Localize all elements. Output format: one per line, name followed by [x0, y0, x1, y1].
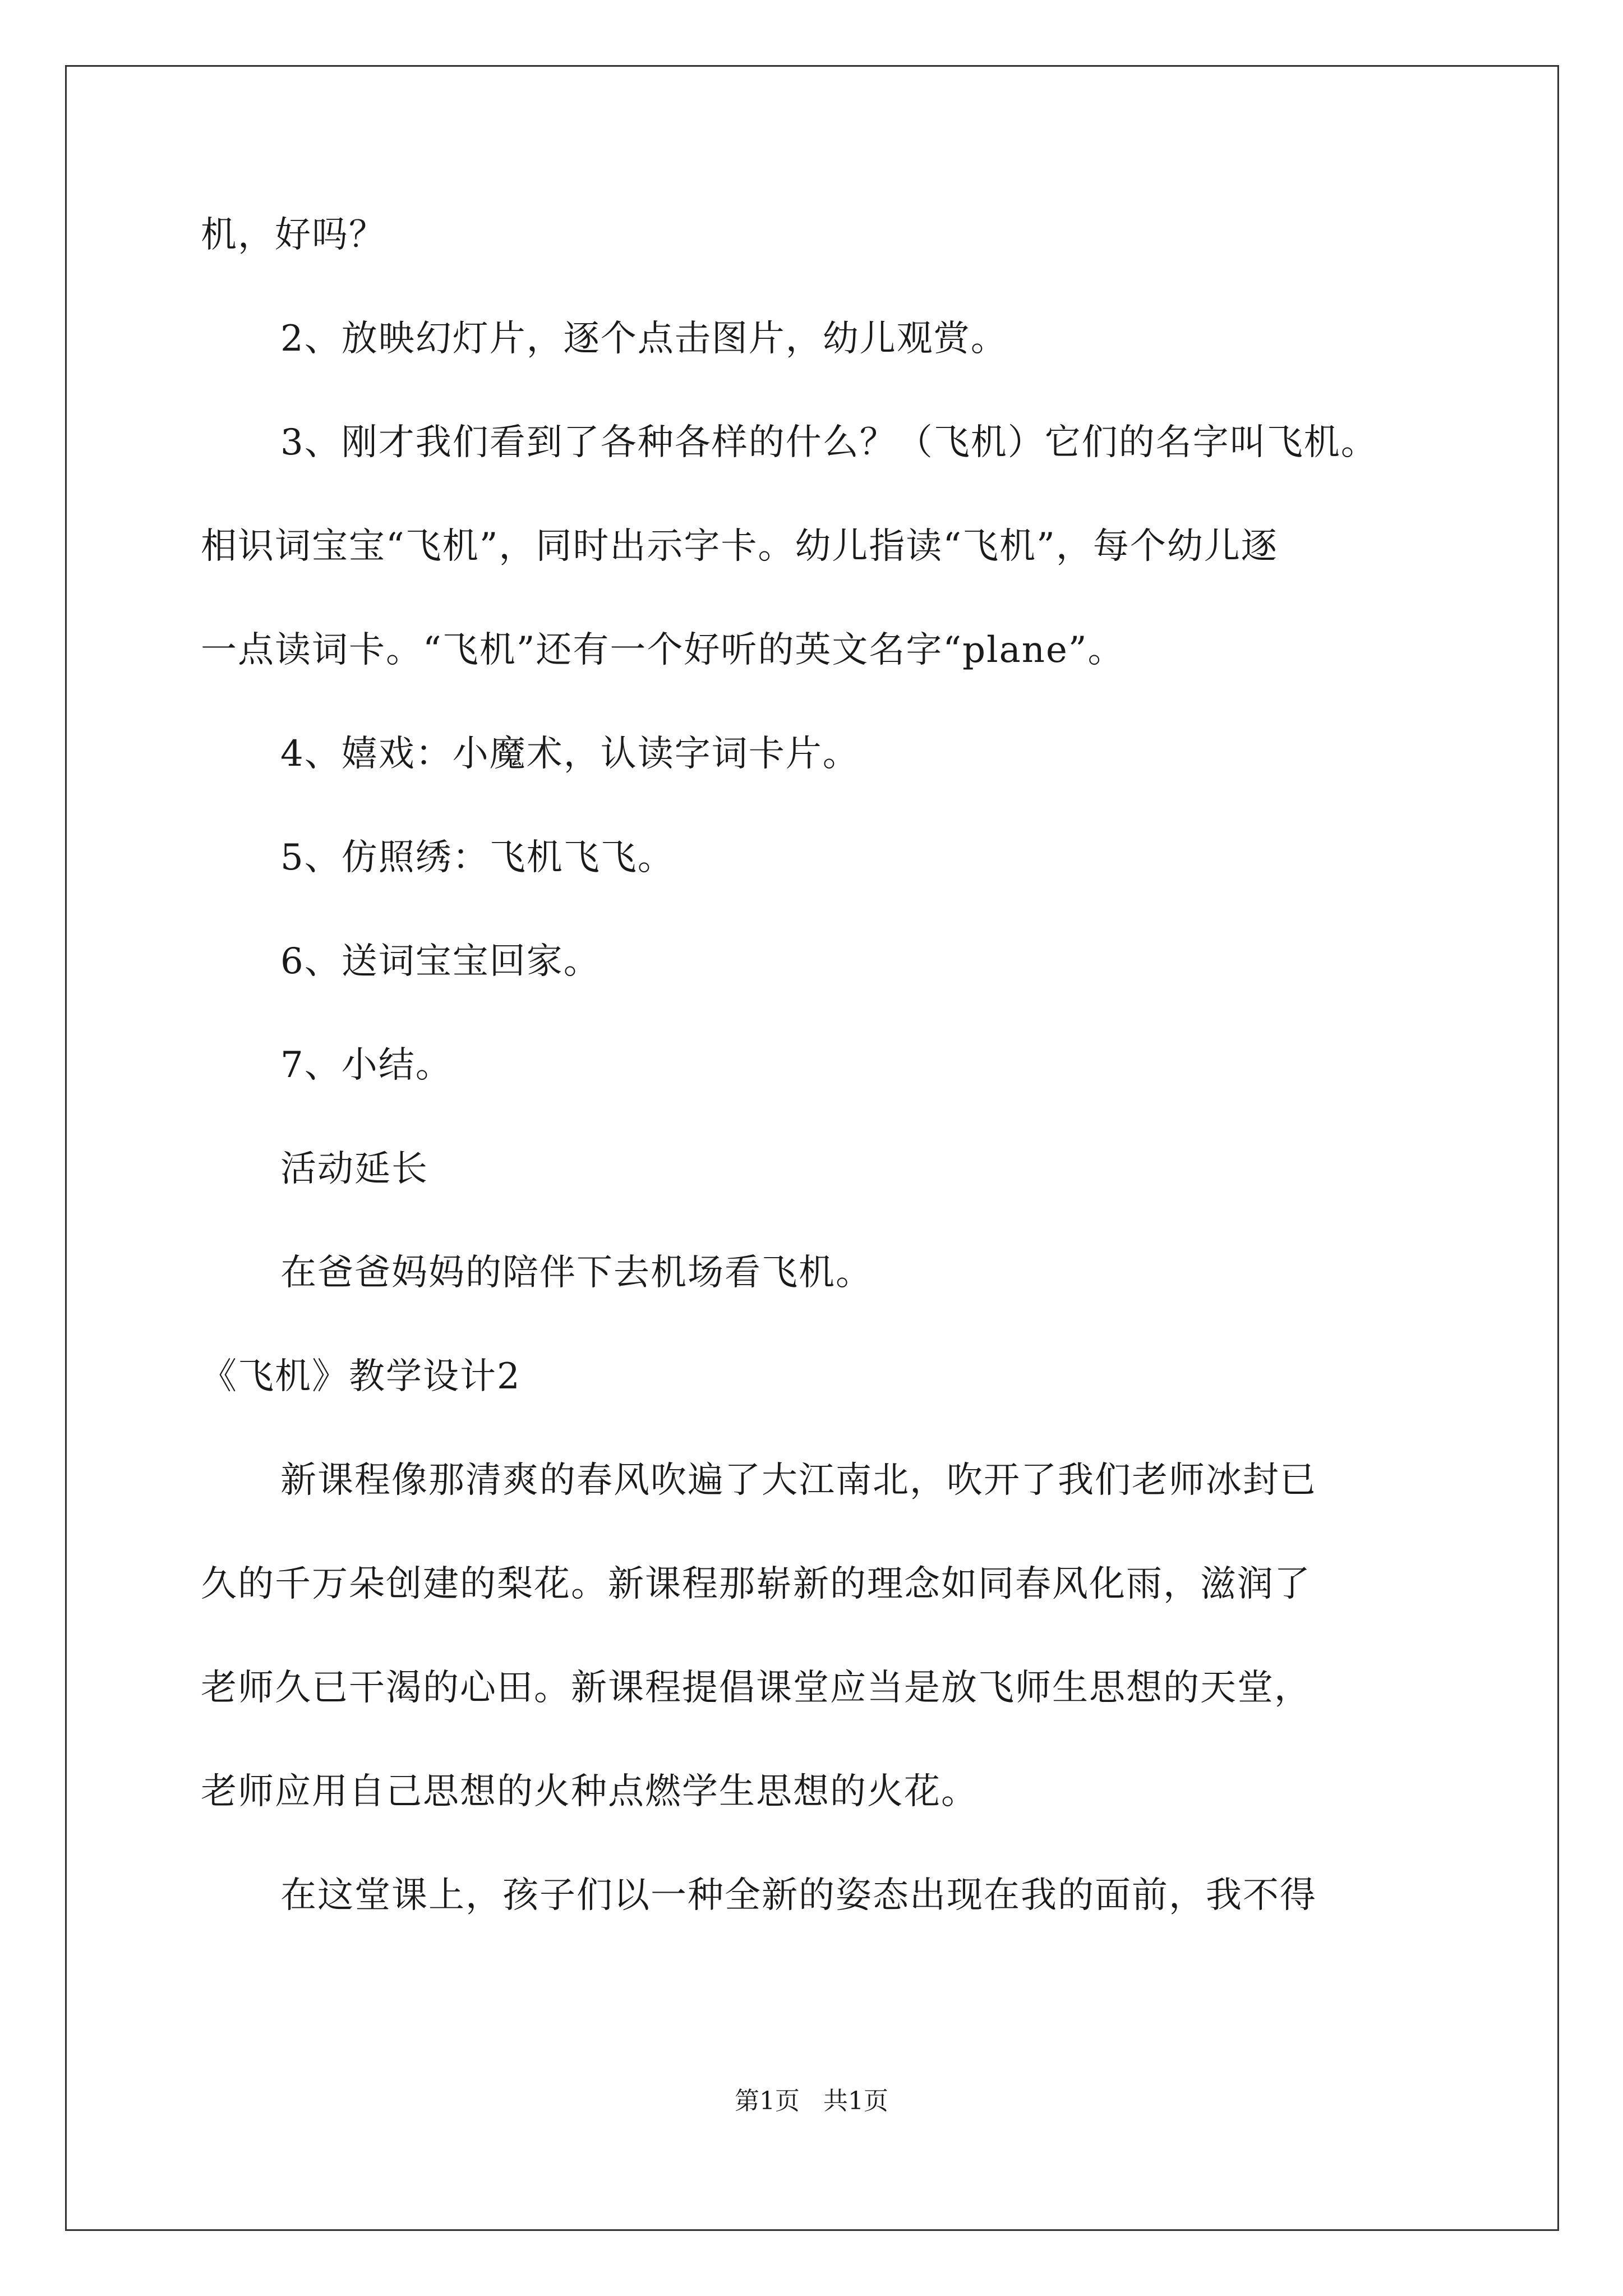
text-line-13: 新课程像那清爽的春风吹遍了大江南北，吹开了我们老师冰封已 — [280, 1460, 1317, 1501]
text-line-6: 4、嬉戏：小魔术，认读字词卡片。 — [280, 733, 860, 775]
text-line-15: 老师久已干渴的心田。新课程提倡课堂应当是放飞师生思想的天堂， — [201, 1667, 1311, 1709]
text-line-7: 5、仿照绣：飞机飞飞。 — [280, 837, 675, 878]
page-footer: 第1页 共1页 — [735, 2087, 888, 2115]
text-line-4: 相识词宝宝“飞机”，同时出示字卡。幼儿指读“飞机”，每个幼儿逐 — [201, 526, 1278, 567]
text-line-5: 一点读词卡。“飞机”还有一个好听的英文名字“plane”。 — [201, 629, 1125, 671]
text-line-9: 7、小结。 — [280, 1045, 453, 1086]
text-line-1: 机，好吗？ — [201, 214, 386, 256]
text-line-2: 2、放映幻灯片，逐个点击图片，幼儿观赏。 — [280, 318, 1008, 360]
section-heading-extension: 活动延长 — [280, 1148, 428, 1190]
text-line-16: 老师应用自己思想的火种点燃学生思想的火花。 — [201, 1771, 978, 1812]
text-line-17: 在这堂课上，孩子们以一种全新的姿态出现在我的面前，我不得 — [280, 1875, 1317, 1916]
text-line-11: 在爸爸妈妈的陪伴下去机场看飞机。 — [280, 1252, 873, 1294]
text-line-8: 6、送词宝宝回家。 — [280, 941, 601, 982]
text-line-3: 3、刚才我们看到了各种各样的什么？（飞机）它们的名字叫飞机。 — [280, 422, 1378, 463]
section-heading-title: 《飞机》教学设计2 — [201, 1356, 521, 1397]
text-line-14: 久的千万朵创建的梨花。新课程那崭新的理念如同春风化雨，滋润了 — [201, 1563, 1311, 1605]
